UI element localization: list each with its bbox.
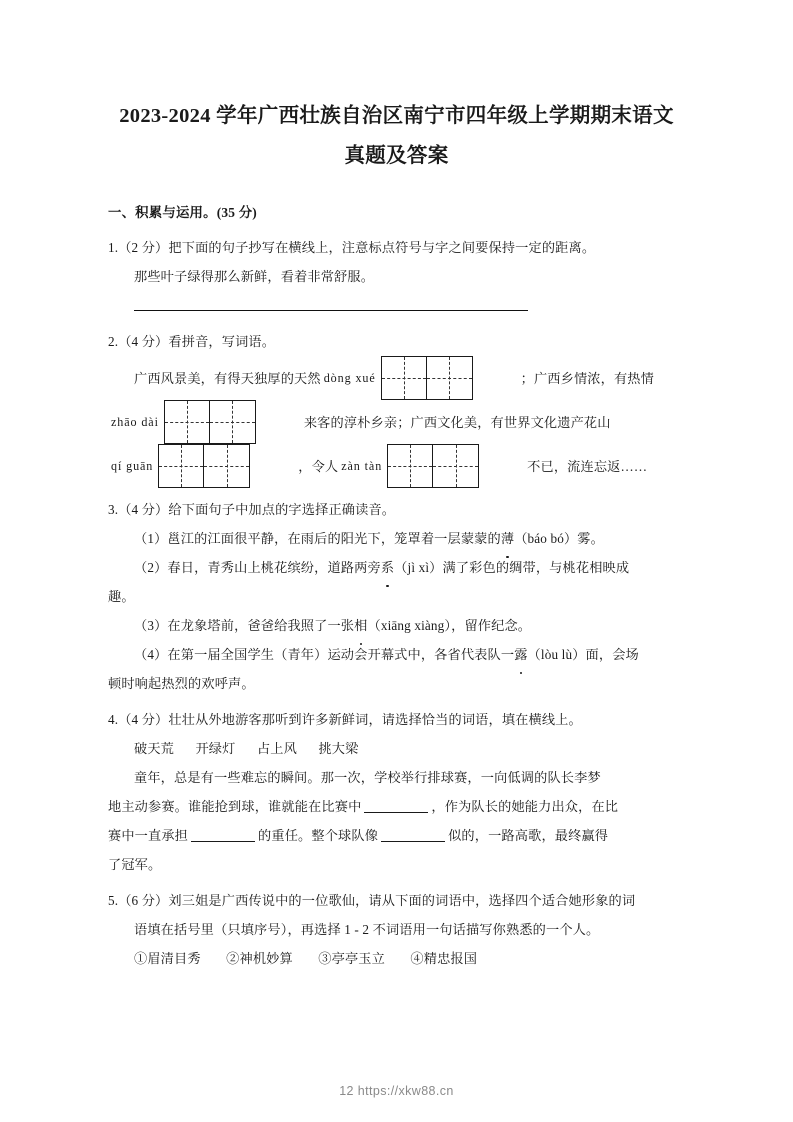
word-bank-item-2: 开绿灯 <box>195 741 236 756</box>
grid-cell[interactable] <box>210 401 255 443</box>
question-4-passage-line-1: 童年，总是有一些难忘的瞬间。那一次，学校举行排球赛，一向低调的队长李梦 <box>134 770 601 785</box>
question-3-item-1 <box>108 524 685 553</box>
item-4-post: （lòu lù）面，会场 <box>527 647 639 662</box>
question-3-item-3 <box>108 611 685 640</box>
grid-cell[interactable] <box>388 445 433 487</box>
question-3-item-4 <box>108 640 685 669</box>
word-bank-item-4: 挑大梁 <box>318 741 359 756</box>
line-1-text-after: ；广西乡情浓，有热情 <box>520 370 654 386</box>
tianzige-grid-3[interactable] <box>158 444 250 488</box>
answer-blank-3[interactable] <box>381 828 445 842</box>
option-3[interactable]: ③亭亭玉立 <box>318 951 385 966</box>
word-bank-item-3: 占上风 <box>256 741 297 756</box>
line-2-text-after: 来客的淳朴乡亲；广西文化美，有世界文化遗产花山 <box>303 414 611 430</box>
passage-line-2-b: ，作为队长的她能力出众，在比 <box>431 799 619 814</box>
passage-line-3-c: 似的，一路高歌，最终赢得 <box>448 828 609 843</box>
item-1-pre: （1）邕江的江面很平静，在雨后的阳光下，笼罩着一层蒙蒙的 <box>134 531 501 546</box>
item-2-post: （jì xì）满了彩色的绸带，与桃花相映成 <box>394 560 630 575</box>
question-1-answer-area[interactable] <box>108 310 685 311</box>
question-4-passage-line-2 <box>108 792 685 821</box>
line-3-text-mid: ，令人 <box>298 458 339 474</box>
pinyin-zan-tan: zàn tàn <box>341 458 383 473</box>
item-3-pre: （3）在龙象塔前，爸爸给我照了一张 <box>134 618 355 633</box>
question-5 <box>108 886 685 973</box>
item-3-post: （xiāng xiàng），留作纪念。 <box>367 618 532 633</box>
question-1-sentence: 那些叶子绿得那么新鲜，看着非常舒服。 <box>134 269 375 284</box>
section-heading: 一、积累与运用。(35 分) <box>108 205 257 220</box>
emphasis-char-xiang: 相 <box>354 611 367 640</box>
question-2 <box>108 327 685 488</box>
item-1-post: （báo bó）雾。 <box>514 531 604 546</box>
line-3-text-after: 不已，流连忘返…… <box>527 458 648 474</box>
pinyin-zhao-dai: zhāo dài <box>111 414 159 429</box>
tianzige-grid-2[interactable] <box>164 400 256 444</box>
item-2-pre: （2）春日，青秀山上桃花缤纷，道路两旁 <box>134 560 381 575</box>
answer-blank-2[interactable] <box>191 828 255 842</box>
question-4-stem: 4.（4 分）壮壮从外地游客那听到许多新鲜词，请选择恰当的词语，填在横线上。 <box>108 712 582 727</box>
writing-line[interactable] <box>134 310 528 311</box>
tianzige-grid-4[interactable] <box>387 444 479 488</box>
question-3-stem: 3.（4 分）给下面句子中加点的字选择正确读音。 <box>108 502 396 517</box>
question-3-item-2 <box>108 553 685 582</box>
answer-blank-1[interactable] <box>364 799 428 813</box>
question-5-options <box>108 944 685 973</box>
pinyin-dong-xue: dòng xué <box>323 370 376 385</box>
question-4-passage-line-3 <box>108 821 685 850</box>
item-4-pre: （4）在第一届全国学生（青年）运动会开幕式中，各省代表队一 <box>134 647 515 662</box>
grid-cell[interactable] <box>159 445 204 487</box>
tianzige-grid-1[interactable] <box>381 356 473 400</box>
option-1[interactable]: ①眉清目秀 <box>134 951 201 966</box>
pinyin-qi-guan: qí guān <box>111 458 154 473</box>
question-3 <box>108 495 685 698</box>
grid-cell[interactable] <box>204 445 249 487</box>
question-2-line-3 <box>108 444 685 488</box>
question-5-stem-line-2: 语填在括号里（只填序号），再选择 1 - 2 不词语用一句话描写你熟悉的一个人。 <box>134 922 600 937</box>
grid-cell[interactable] <box>433 445 478 487</box>
emphasis-char-ji: 系 <box>381 553 394 582</box>
word-bank-item-1: 破天荒 <box>134 741 175 756</box>
option-2[interactable]: ②神机妙算 <box>226 951 293 966</box>
passage-line-3-a: 赛中一直承担 <box>108 828 189 843</box>
emphasis-char-lou: 露 <box>514 640 527 669</box>
grid-cell[interactable] <box>427 357 472 399</box>
grid-cell[interactable] <box>382 357 427 399</box>
passage-line-3-b: 的重任。整个球队像 <box>258 828 379 843</box>
emphasis-char-bao: 薄 <box>501 524 514 553</box>
question-2-line-2 <box>108 400 685 444</box>
passage-line-2-a: 地主动参赛。谁能抢到球，谁就能在比赛中 <box>108 799 362 814</box>
question-1-stem: 1.（2 分）把下面的句子抄写在横线上，注意标点符号与字之间要保持一定的距离。 <box>108 240 596 255</box>
page-title: 2023-2024 学年广西壮族自治区南宁市四年级上学期期末语文真题及答案 <box>119 105 674 167</box>
exam-body <box>0 198 793 973</box>
question-4-passage-line-4: 了冠军。 <box>108 857 162 872</box>
question-3-item-4-wrap: 顿时响起热烈的欢呼声。 <box>108 676 255 691</box>
question-4 <box>108 705 685 879</box>
option-4[interactable]: ④精忠报国 <box>410 951 478 966</box>
question-2-stem: 2.（4 分）看拼音，写词语。 <box>108 334 276 349</box>
question-1 <box>108 233 685 311</box>
line-1-text-before: 广西风景美，有得天独厚的天然 <box>134 370 321 386</box>
question-3-item-2-wrap: 趣。 <box>108 589 135 604</box>
question-2-line-1 <box>108 356 685 400</box>
question-4-word-bank <box>108 734 685 763</box>
page-footer: 12 https://xkw88.cn <box>339 1084 454 1098</box>
question-5-stem: 5.（6 分）刘三姐是广西传说中的一位歌仙，请从下面的词语中，选择四个适合她形象的词 <box>108 893 636 908</box>
grid-cell[interactable] <box>165 401 210 443</box>
